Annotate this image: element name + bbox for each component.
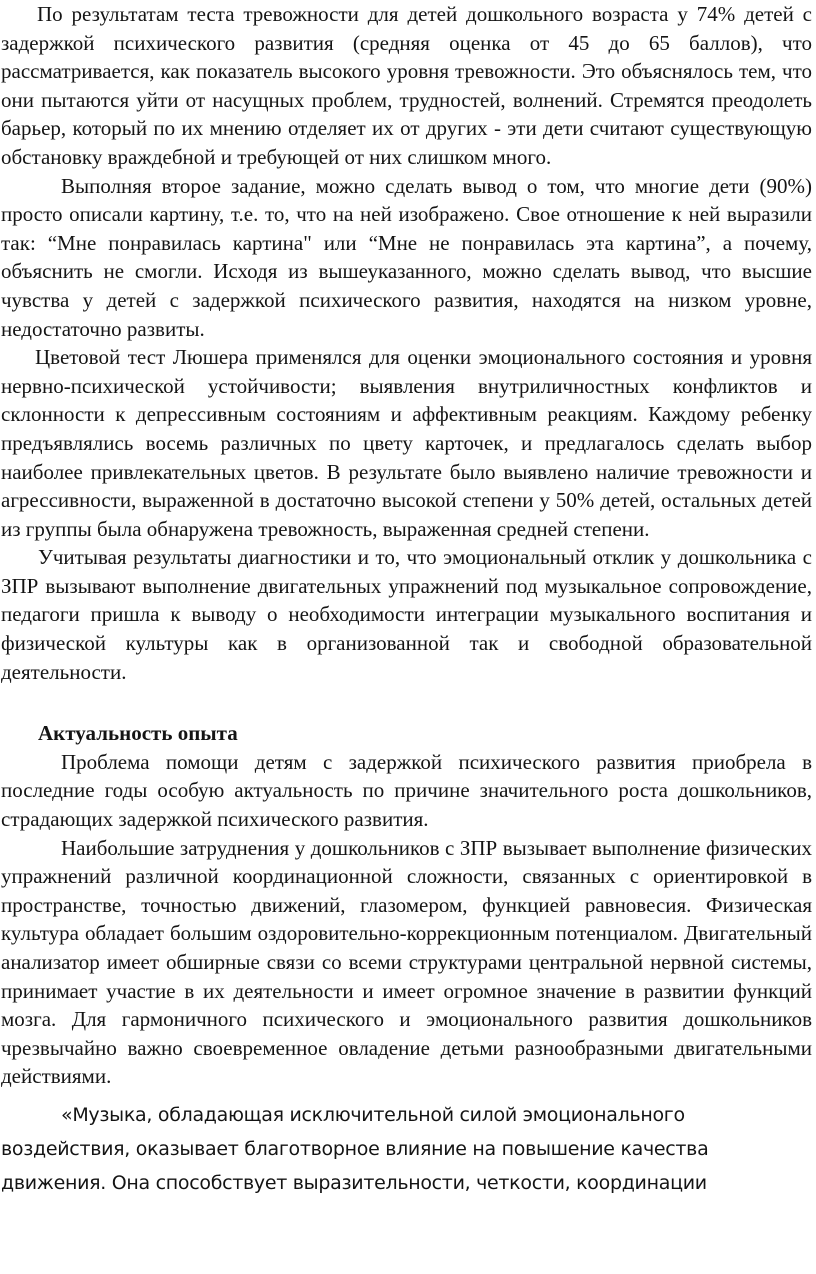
paragraph-luscher-test: Цветовой тест Люшера применялся для оценки эмоционального состояния и уровня нервно-психической устойчивости; выявления внутриличностных конфликтов и склонности к депрессивным состояниям и аффективным реакциям. Каждому ребенку предъявлялись восемь различных по цвету карточек, и предлагалось сделать выбор наиболее привлекательных цветов. В результате было выявлено наличие тревожности и агрессивности, выраженной в достаточно высокой степени у 50% детей, остальных детей из группы была обнаружена тревожность, выраженная средней степени. (1, 345, 812, 541)
paragraph-music-quote: «Музыка, обладающая исключительной силой эмоционального воздействия, оказывает благотворное влияние на повышение качества движения. Она способствует выразительности, четкости, координации (1, 1103, 709, 1194)
section-heading: Актуальность опыта (38, 721, 238, 746)
paragraph-second-task: Выполняя второе задание, можно сделать вывод о том, что многие дети (90%) просто описали картину, т.е. то, что на ней изображено. Свое отношение к ней выразили так: “Мне понравилась картина" или “Мне не понравилась эта картина”, а почему, объяснить не смогли. Исходя из вышеуказанного, можно сделать вывод, что высшие чувства у детей с задержкой психического развития, находятся на низком уровне, недостаточно развиты. (1, 173, 812, 341)
paragraph-diagnostics-conclusion: Учитывая результаты диагностики и то, что эмоциональный отклик у дошкольника с ЗПР вызывают выполнение двигательных упражнений под музыкальное сопровождение, педагоги пришла к выводу о необходимости интеграции музыкального воспитания и физической культуры как в организованной так и свободной образовательной деятельности. (1, 545, 812, 684)
paragraph-physical-difficulties: Наибольшие затруднения у дошкольников с ЗПР вызывает выполнение физических упражнений различной координационной сложности, связанных с ориентировкой в пространстве, точностью движений, глазомером, функцией равновесия. Физическая культура обладает большим оздоровительно-коррекционным потенциалом. Двигательный анализатор имеет обширные связи со всеми структурами центральной нервной системы, принимает участие в их деятельности и имеет огромное значение в развитии функций мозга. Для гармоничного психического и эмоционального развития дошкольников чрезвычайно важно своевременное овладение детьми разнообразными двигательными действиями. (1, 835, 812, 1089)
paragraph-problem-relevance: Проблема помощи детям с задержкой психического развития приобрела в последние годы особую актуальность по причине значительного роста дошкольников, страдающих задержкой психического развития. (1, 749, 812, 832)
paragraph-anxiety-test: По результатам теста тревожности для детей дошкольного возраста у 74% детей с задержкой психического развития (средняя оценка от 45 до 65 баллов), что рассматривается, как показатель высокого уровня тревожности. Это объяснялось тем, что они пытаются уйти от насущных проблем, трудностей, волнений. Стремятся преодолеть барьер, который по их мнению отделяет их от других - эти дети считают существующую обстановку враждебной и требующей от них слишком много. (1, 2, 812, 169)
